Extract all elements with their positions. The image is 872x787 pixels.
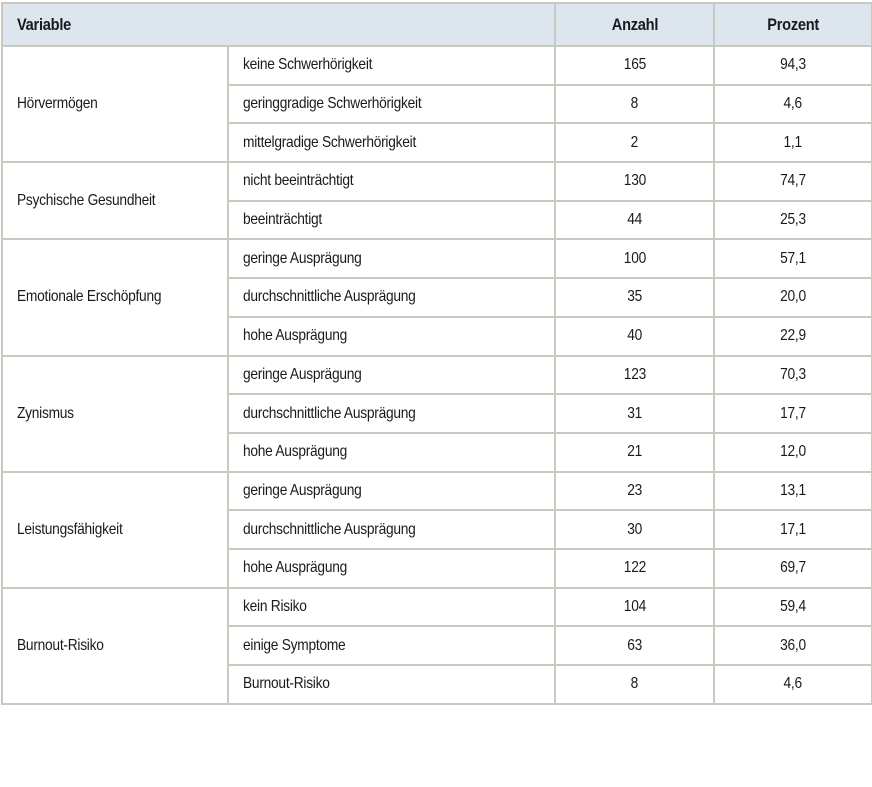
count-cell: 130 bbox=[555, 162, 714, 201]
category-cell: einige Symptome bbox=[228, 626, 555, 665]
category-cell: durchschnittliche Ausprägung bbox=[228, 278, 555, 317]
category-cell: nicht beeinträchtigt bbox=[228, 162, 555, 201]
count-cell: 23 bbox=[555, 472, 714, 511]
group-label-burnout-risiko: Burnout-Risiko bbox=[2, 588, 228, 704]
frequency-table bbox=[1, 2, 872, 705]
percent-cell: 94,3 bbox=[714, 46, 872, 85]
category-cell: hohe Ausprägung bbox=[228, 433, 555, 472]
count-cell: 31 bbox=[555, 394, 714, 433]
percent-cell: 12,0 bbox=[714, 433, 872, 472]
category-cell: hohe Ausprägung bbox=[228, 317, 555, 356]
table-row bbox=[2, 588, 872, 627]
percent-cell: 20,0 bbox=[714, 278, 872, 317]
header-count: Anzahl bbox=[555, 3, 714, 46]
count-cell: 40 bbox=[555, 317, 714, 356]
count-cell: 2 bbox=[555, 123, 714, 162]
category-cell: beeinträchtigt bbox=[228, 201, 555, 240]
header-percent: Prozent bbox=[714, 3, 872, 46]
group-label-zynismus: Zynismus bbox=[2, 356, 228, 472]
percent-cell: 70,3 bbox=[714, 356, 872, 395]
percent-cell: 4,6 bbox=[714, 665, 872, 704]
table-body bbox=[2, 46, 872, 704]
percent-cell: 17,7 bbox=[714, 394, 872, 433]
percent-cell: 25,3 bbox=[714, 201, 872, 240]
category-cell: Burnout-Risiko bbox=[228, 665, 555, 704]
group-label-emotionale-erschoepfung: Emotionale Erschöpfung bbox=[2, 239, 228, 355]
count-cell: 35 bbox=[555, 278, 714, 317]
count-cell: 123 bbox=[555, 356, 714, 395]
table-row bbox=[2, 472, 872, 511]
group-label-psychische-gesundheit: Psychische Gesundheit bbox=[2, 162, 228, 239]
count-cell: 21 bbox=[555, 433, 714, 472]
percent-cell: 74,7 bbox=[714, 162, 872, 201]
category-cell: hohe Ausprägung bbox=[228, 549, 555, 588]
category-cell: mittelgradige Schwerhörigkeit bbox=[228, 123, 555, 162]
percent-cell: 36,0 bbox=[714, 626, 872, 665]
count-cell: 8 bbox=[555, 665, 714, 704]
category-cell: geringe Ausprägung bbox=[228, 356, 555, 395]
group-label-hoervermoegen: Hörvermögen bbox=[2, 46, 228, 162]
count-cell: 122 bbox=[555, 549, 714, 588]
category-cell: geringe Ausprägung bbox=[228, 472, 555, 511]
category-cell: kein Risiko bbox=[228, 588, 555, 627]
percent-cell: 17,1 bbox=[714, 510, 872, 549]
category-cell: geringgradige Schwerhörigkeit bbox=[228, 85, 555, 124]
category-cell: geringe Ausprägung bbox=[228, 239, 555, 278]
percent-cell: 4,6 bbox=[714, 85, 872, 124]
count-cell: 30 bbox=[555, 510, 714, 549]
category-cell: durchschnittliche Ausprägung bbox=[228, 510, 555, 549]
count-cell: 8 bbox=[555, 85, 714, 124]
table-row bbox=[2, 239, 872, 278]
count-cell: 44 bbox=[555, 201, 714, 240]
count-cell: 165 bbox=[555, 46, 714, 85]
category-cell: keine Schwerhörigkeit bbox=[228, 46, 555, 85]
count-cell: 100 bbox=[555, 239, 714, 278]
group-label-leistungsfaehigkeit: Leistungsfähigkeit bbox=[2, 472, 228, 588]
count-cell: 104 bbox=[555, 588, 714, 627]
header-row bbox=[2, 3, 872, 46]
table-header bbox=[2, 3, 872, 46]
table-row bbox=[2, 162, 872, 201]
percent-cell: 1,1 bbox=[714, 123, 872, 162]
count-cell: 63 bbox=[555, 626, 714, 665]
category-cell: durchschnittliche Ausprägung bbox=[228, 394, 555, 433]
percent-cell: 59,4 bbox=[714, 588, 872, 627]
percent-cell: 57,1 bbox=[714, 239, 872, 278]
percent-cell: 22,9 bbox=[714, 317, 872, 356]
table-row bbox=[2, 356, 872, 395]
percent-cell: 69,7 bbox=[714, 549, 872, 588]
header-variable: Variable bbox=[2, 3, 555, 46]
percent-cell: 13,1 bbox=[714, 472, 872, 511]
table-row bbox=[2, 46, 872, 85]
